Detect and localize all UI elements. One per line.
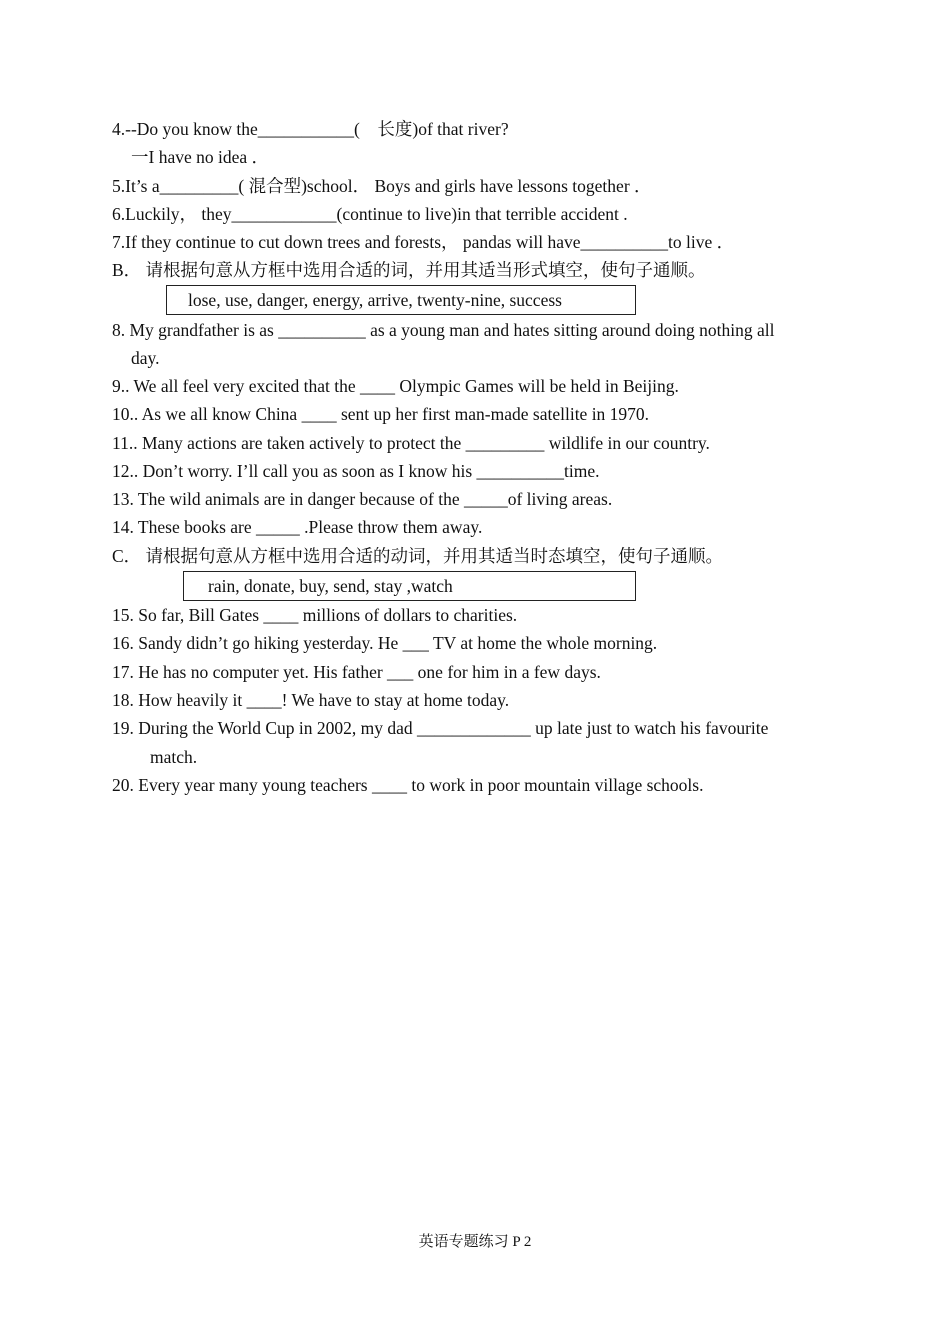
question-16: 16. Sandy didn’t go hiking yesterday. He ___ TV at home the whole morning. [112,633,658,653]
question-6: 6.Luckily， they____________(continue to live)in that terrible accident . [112,204,628,224]
question-14: 14. These books are _____ .Please throw them away. [112,517,483,537]
question-17: 17. He has no computer yet. His father ___ one for him in a few days. [112,662,601,682]
section-b-word-box: lose, use, danger, energy, arrive, twenty-nine, success [166,285,636,315]
question-19-line-1: 19. During the World Cup in 2002, my dad _____________ up late just to watch his favourite [112,718,769,738]
question-15: 15. So far, Bill Gates ____ millions of dollars to charities. [112,605,518,625]
question-18: 18. How heavily it ____! We have to stay at home today. [112,690,510,710]
question-10: 10.. As we all know China ____ sent up her first man-made satellite in 1970. [112,404,650,424]
section-c-heading: C． 请根据句意从方框中选用合适的动词，并用其适当时态填空，使句子通顺。 [112,546,724,566]
question-4-line-1: 4.--Do you know the___________( 长度)of that river? [112,119,509,139]
question-8-line-2: day. [131,348,160,368]
question-13: 13. The wild animals are in danger because of the _____of living areas. [112,489,613,509]
question-12: 12.. Don’t worry. I’ll call you as soon as I know his __________time. [112,461,600,481]
question-8-line-1: 8. My grandfather is as __________ as a young man and hates sitting around doing nothing all [112,320,775,340]
question-19-line-2: match. [150,747,198,767]
page-footer: 英语专题练习 P 2 [418,1234,532,1250]
question-20: 20. Every year many young teachers ____ to work in poor mountain village schools. [112,775,704,795]
question-5: 5.It’s a_________( 混合型)school． Boys and girls have lessons together ． [112,176,652,196]
section-c-word-box: rain, donate, buy, send, stay ,watch [183,571,636,601]
question-9: 9.. We all feel very excited that the ____ Olympic Games will be held in Beijing. [112,376,679,396]
question-4-line-2: 一I have no idea ． [131,147,270,167]
question-11: 11.. Many actions are taken actively to protect the _________ wildlife in our country. [112,433,710,453]
section-b-heading: B． 请根据句意从方框中选用合适的词，并用其适当形式填空，使句子通顺。 [112,260,706,280]
question-7: 7.If they continue to cut down trees and forests， pandas will have__________to live ． [112,232,735,252]
